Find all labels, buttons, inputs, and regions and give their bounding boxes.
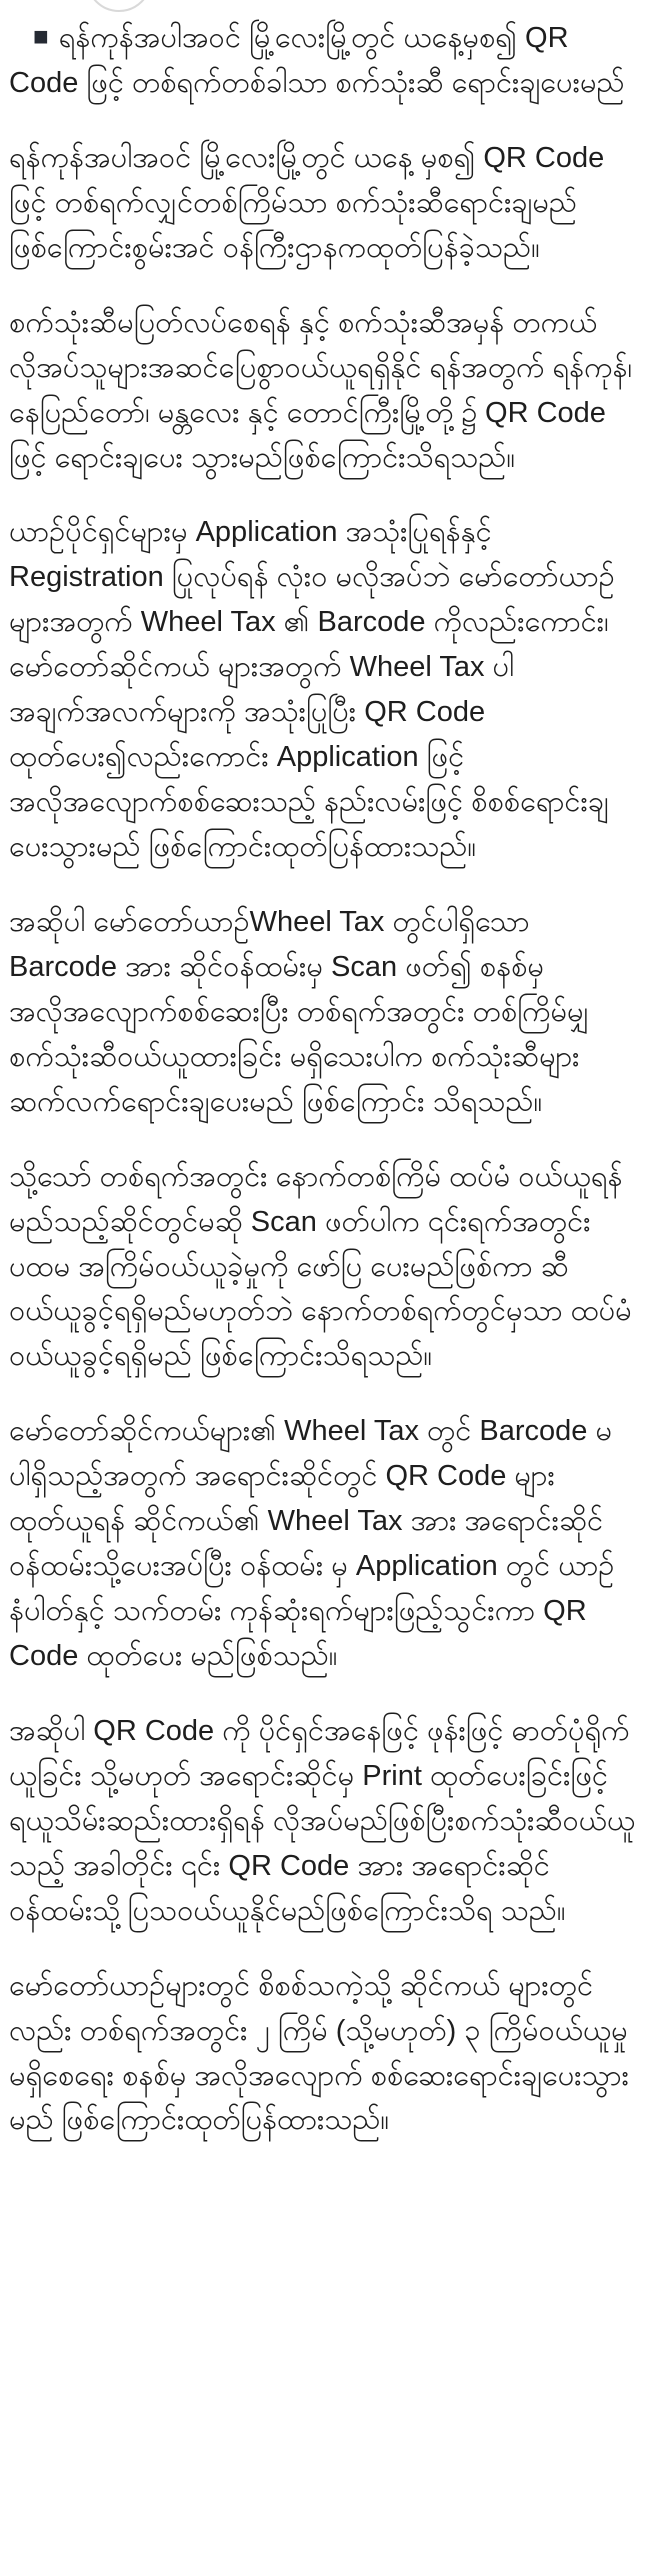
article-paragraph: အဆိုပါ QR Code ကို ပိုင်ရှင်အနေဖြင့် ဖုန်းဖြင့် ဓာတ်ပုံရိုက်ယူခြင်း သို့မဟုတ် အရောင်းဆိုင်မှ Print ထုတ်ပေးခြင်းဖြင့် ရယူသိမ်းဆည်းထားရှိရန် လိုအပ်မည်ဖြစ်ပြီးစက်သုံးဆီဝယ်ယူသည့် အခါတိုင်း ၎င်း QR Code အား အရောင်းဆိုင် ဝန်ထမ်းသို့ပြသဝယ်ယူနိုင်မည်ဖြစ်ကြောင်းသိရ သည်။	[9, 1714, 636, 1927]
article-paragraph: စက်သုံးဆီမပြတ်လပ်စေရန် နှင့် စက်သုံးဆီအမှန် တကယ်လိုအပ်သူများအဆင်ပြေစွာဝယ်ယူရရှိနိုင် ရန်အတွက် ရန်ကုန်၊နေပြည်တော်၊ မန္တလေး နှင့် တောင်ကြီးမြို့တို့၌ QR Code ဖြင့် ရောင်းချပေး သွားမည်ဖြစ်ကြောင်းသိရသည်။	[9, 306, 633, 474]
article-paragraph: သို့သော် တစ်ရက်အတွင်း နောက်တစ်ကြိမ် ထပ်မံ ဝယ်ယူရန် မည်သည့်ဆိုင်တွင်မဆို Scan ဖတ်ပါက ၎င်းရက်အတွင်း ပထမ အကြိမ်ဝယ်ယူခဲ့မှုကို ဖော်ပြ ပေးမည်ဖြစ်ကာ ဆီဝယ်ယူခွင့်ရရှိမည်မဟုတ်ဘဲ နောက်တစ်ရက်တွင်မှသာ ထပ်မံဝယ်ယူခွင့်ရရှိမည် ဖြစ်ကြောင်းသိရသည်။	[9, 1160, 632, 1373]
article-paragraph: အဆိုပါ မော်တော်ယာဉ်Wheel Tax တွင်ပါရှိသော Barcode အား ဆိုင်ဝန်ထမ်းမှ Scan ဖတ်၍ စနစ်မှ အလိုအလျောက်စစ်ဆေးပြီး တစ်ရက်အတွင်း တစ်ကြိမ်မျှ စက်သုံးဆီဝယ်ယူထားခြင်း မရှိသေးပါက စက်သုံးဆီများဆက်လက်ရောင်းချပေးမည် ဖြစ်ကြောင်း သိရသည်။	[9, 905, 590, 1118]
article-paragraph: ယာဉ်ပိုင်ရှင်များမှ Application အသုံးပြုရန်နှင့် Registration ပြုလုပ်ရန် လုံးဝ မလိုအပ်ဘဲ မော်တော်ယာဉ်များအတွက် Wheel Tax ၏ Barcode ကိုလည်းကောင်း၊ မော်တော်ဆိုင်ကယ် များအတွက် Wheel Tax ပါအချက်အလက်များကို အသုံးပြုပြီး QR Code ထုတ်ပေး၍လည်းကောင်း Application ဖြင့် အလိုအလျောက်စစ်ဆေးသည့် နည်းလမ်းဖြင့် စိစစ်ရောင်းချပေးသွားမည် ဖြစ်ကြောင်းထုတ်ပြန်ထားသည်။	[9, 516, 615, 863]
square-bullet-icon: ■	[33, 21, 49, 51]
headline-text: ရန်ကုန်အပါအဝင် မြို့လေးမြို့တွင် ယနေ့မှစ၍ QR Code ဖြင့် တစ်ရက်တစ်ခါသာ စက်သုံးဆီ ရောင်းချပေးမည်	[9, 22, 625, 99]
article-paragraph: မော်တော်ဆိုင်ကယ်များ၏ Wheel Tax တွင် Barcode မပါရှိသည့်အတွက် အရောင်းဆိုင်တွင် QR Code များထုတ်ယူရန် ဆိုင်ကယ်၏ Wheel Tax အား အရောင်းဆိုင်ဝန်ထမ်းသို့ပေးအပ်ပြီး ဝန်ထမ်း မှ Application တွင် ယာဉ် နံပါတ်နှင့် သက်တမ်း ကုန်ဆုံးရက်များဖြည့်သွင်းကာ QR Code ထုတ်ပေး မည်ဖြစ်သည်။	[9, 1415, 615, 1672]
headline	[9, 16, 636, 106]
article-paragraph: မော်တော်ယာဉ်များတွင် စိစစ်သကဲ့သို့ ဆိုင်ကယ် များတွင်လည်း တစ်ရက်အတွင်း ၂ ကြိမ် (သို့မဟုတ်) ၃ ကြိမ်ဝယ်ယူမှုမရှိစေရေး စနစ်မှ အလိုအလျောက် စစ်ဆေးရောင်းချပေးသွားမည် ဖြစ်ကြောင်းထုတ်ပြန်ထားသည်။	[9, 1969, 629, 2137]
article-paragraph: ရန်ကုန်အပါအဝင် မြို့လေးမြို့တွင် ယနေ့ မှစ၍ QR Code ဖြင့် တစ်ရက်လျှင်တစ်ကြိမ်သာ စက်သုံးဆီရောင်းချမည်ဖြစ်ကြောင်းစွမ်းအင် ဝန်ကြီးဌာနကထုတ်ပြန်ခဲ့သည်။	[9, 141, 605, 264]
